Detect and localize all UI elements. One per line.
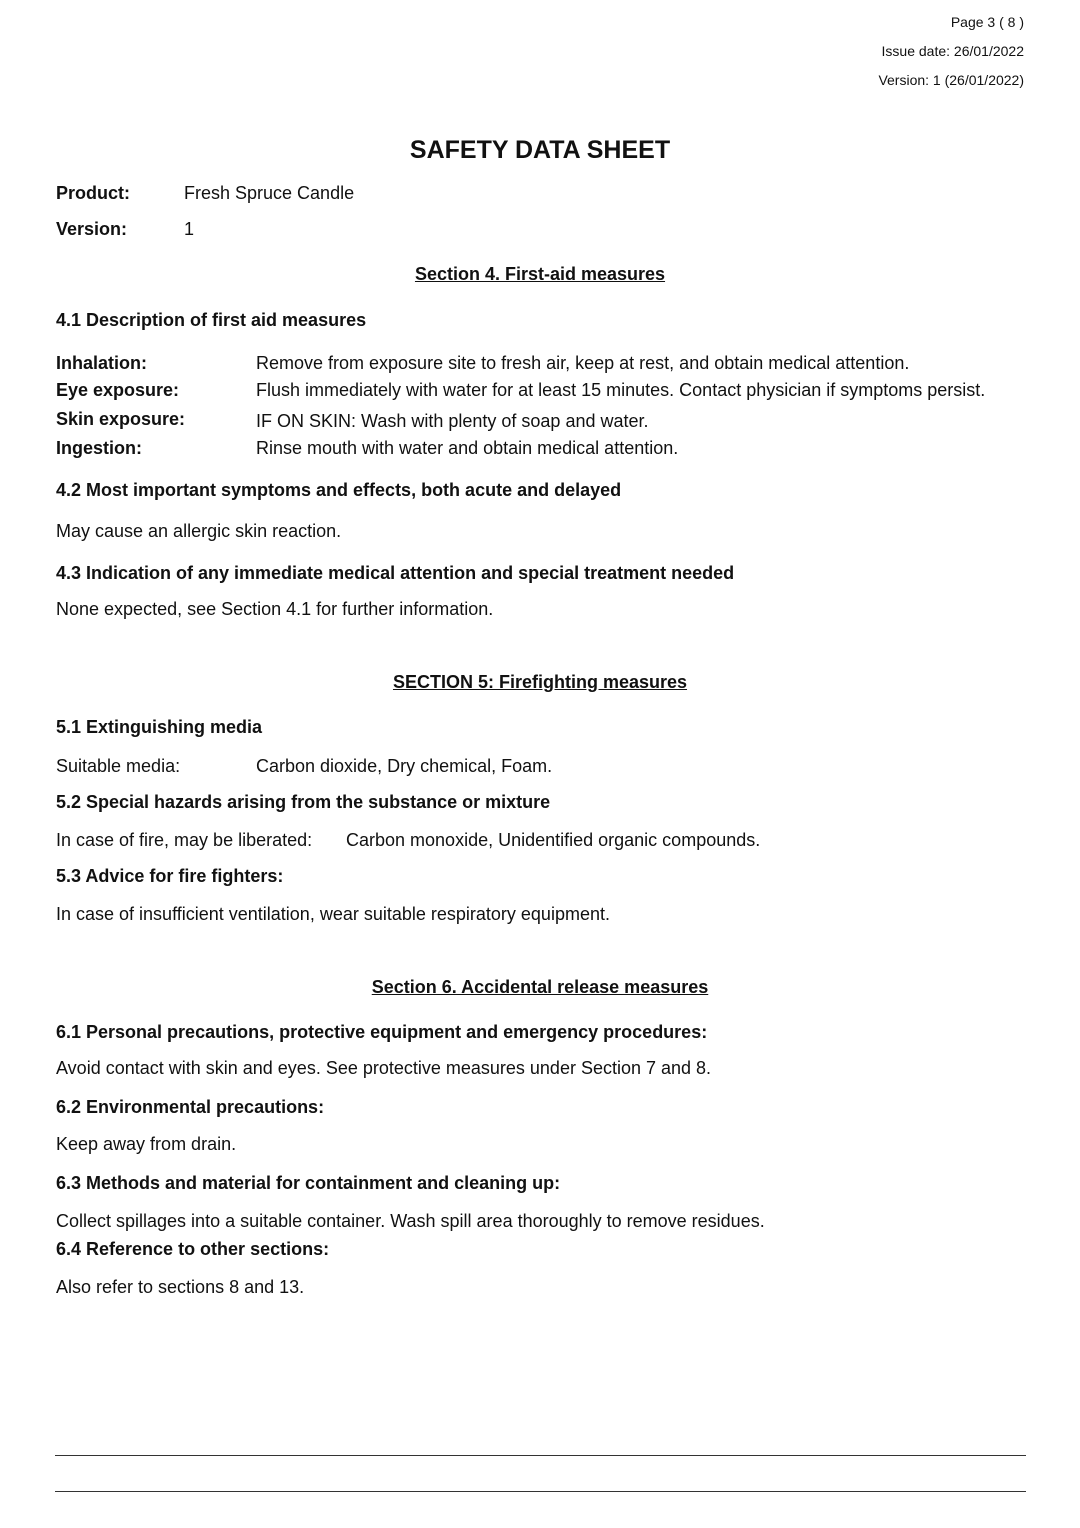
subsection-6-1-heading: 6.1 Personal precautions, protective equipment and emergency procedures: — [56, 1022, 708, 1042]
ingestion-label: Ingestion: — [56, 438, 142, 458]
suitable-media-value: Carbon dioxide, Dry chemical, Foam. — [256, 756, 553, 776]
issue-date: Issue date: 26/01/2022 — [881, 43, 1024, 59]
footer-divider-bottom — [55, 1491, 1026, 1492]
subsection-4-3-text: None expected, see Section 4.1 for further information. — [56, 599, 494, 619]
subsection-6-2-heading: 6.2 Environmental precautions: — [56, 1097, 325, 1117]
subsection-6-2-text: Keep away from drain. — [56, 1134, 237, 1154]
subsection-4-3-heading: 4.3 Indication of any immediate medical attention and special treatment needed — [56, 563, 735, 583]
fire-liberated-label: In case of fire, may be liberated: — [56, 830, 313, 850]
subsection-4-2-heading: 4.2 Most important symptoms and effects, both acute and delayed — [56, 480, 622, 500]
version-label: Version: — [56, 219, 128, 239]
inhalation-value: Remove from exposure site to fresh air, keep at rest, and obtain medical attention. — [256, 353, 910, 373]
footer-divider-top — [55, 1455, 1026, 1456]
document-title: SAFETY DATA SHEET — [409, 136, 671, 164]
subsection-5-3-heading: 5.3 Advice for fire fighters: — [56, 866, 284, 886]
subsection-6-3-heading: 6.3 Methods and material for containment and cleaning up: — [56, 1173, 561, 1193]
subsection-6-4-heading: 6.4 Reference to other sections: — [56, 1239, 330, 1259]
version-value: 1 — [184, 219, 195, 239]
subsection-5-2-heading: 5.2 Special hazards arising from the substance or mixture — [56, 792, 551, 812]
subsection-6-4-text: Also refer to sections 8 and 13. — [56, 1277, 305, 1297]
inhalation-label: Inhalation: — [56, 353, 147, 373]
ingestion-value: Rinse mouth with water and obtain medical attention. — [256, 438, 679, 458]
fire-liberated-value: Carbon monoxide, Unidentified organic compounds. — [346, 830, 761, 850]
subsection-4-2-text: May cause an allergic skin reaction. — [56, 521, 342, 541]
skin-exposure-label: Skin exposure: — [56, 409, 186, 429]
eye-exposure-label: Eye exposure: — [56, 380, 180, 400]
subsection-5-3-text: In case of insufficient ventilation, wear suitable respiratory equipment. — [56, 904, 610, 924]
page-number: Page 3 ( 8 ) — [950, 14, 1024, 30]
eye-exposure-value: Flush immediately with water for at least 15 minutes. Contact physician if symptoms persist. — [256, 380, 986, 400]
subsection-4-1-heading: 4.1 Description of first aid measures — [56, 310, 367, 330]
subsection-5-1-heading: 5.1 Extinguishing media — [56, 717, 263, 737]
subsection-6-3-text: Collect spillages into a suitable container. Wash spill area thoroughly to remove residues. — [56, 1211, 765, 1231]
product-value: Fresh Spruce Candle — [184, 183, 355, 203]
section-5-heading: SECTION 5: Firefighting measures — [392, 672, 688, 692]
version-date: Version: 1 (26/01/2022) — [878, 72, 1024, 88]
section-4-heading: Section 4. First-aid measures — [414, 264, 666, 284]
product-label: Product: — [56, 183, 130, 203]
section-6-heading: Section 6. Accidental release measures — [371, 977, 709, 997]
suitable-media-label: Suitable media: — [56, 756, 181, 776]
subsection-6-1-text: Avoid contact with skin and eyes. See protective measures under Section 7 and 8. — [56, 1058, 712, 1078]
skin-exposure-value: IF ON SKIN: Wash with plenty of soap and water. — [256, 411, 649, 431]
